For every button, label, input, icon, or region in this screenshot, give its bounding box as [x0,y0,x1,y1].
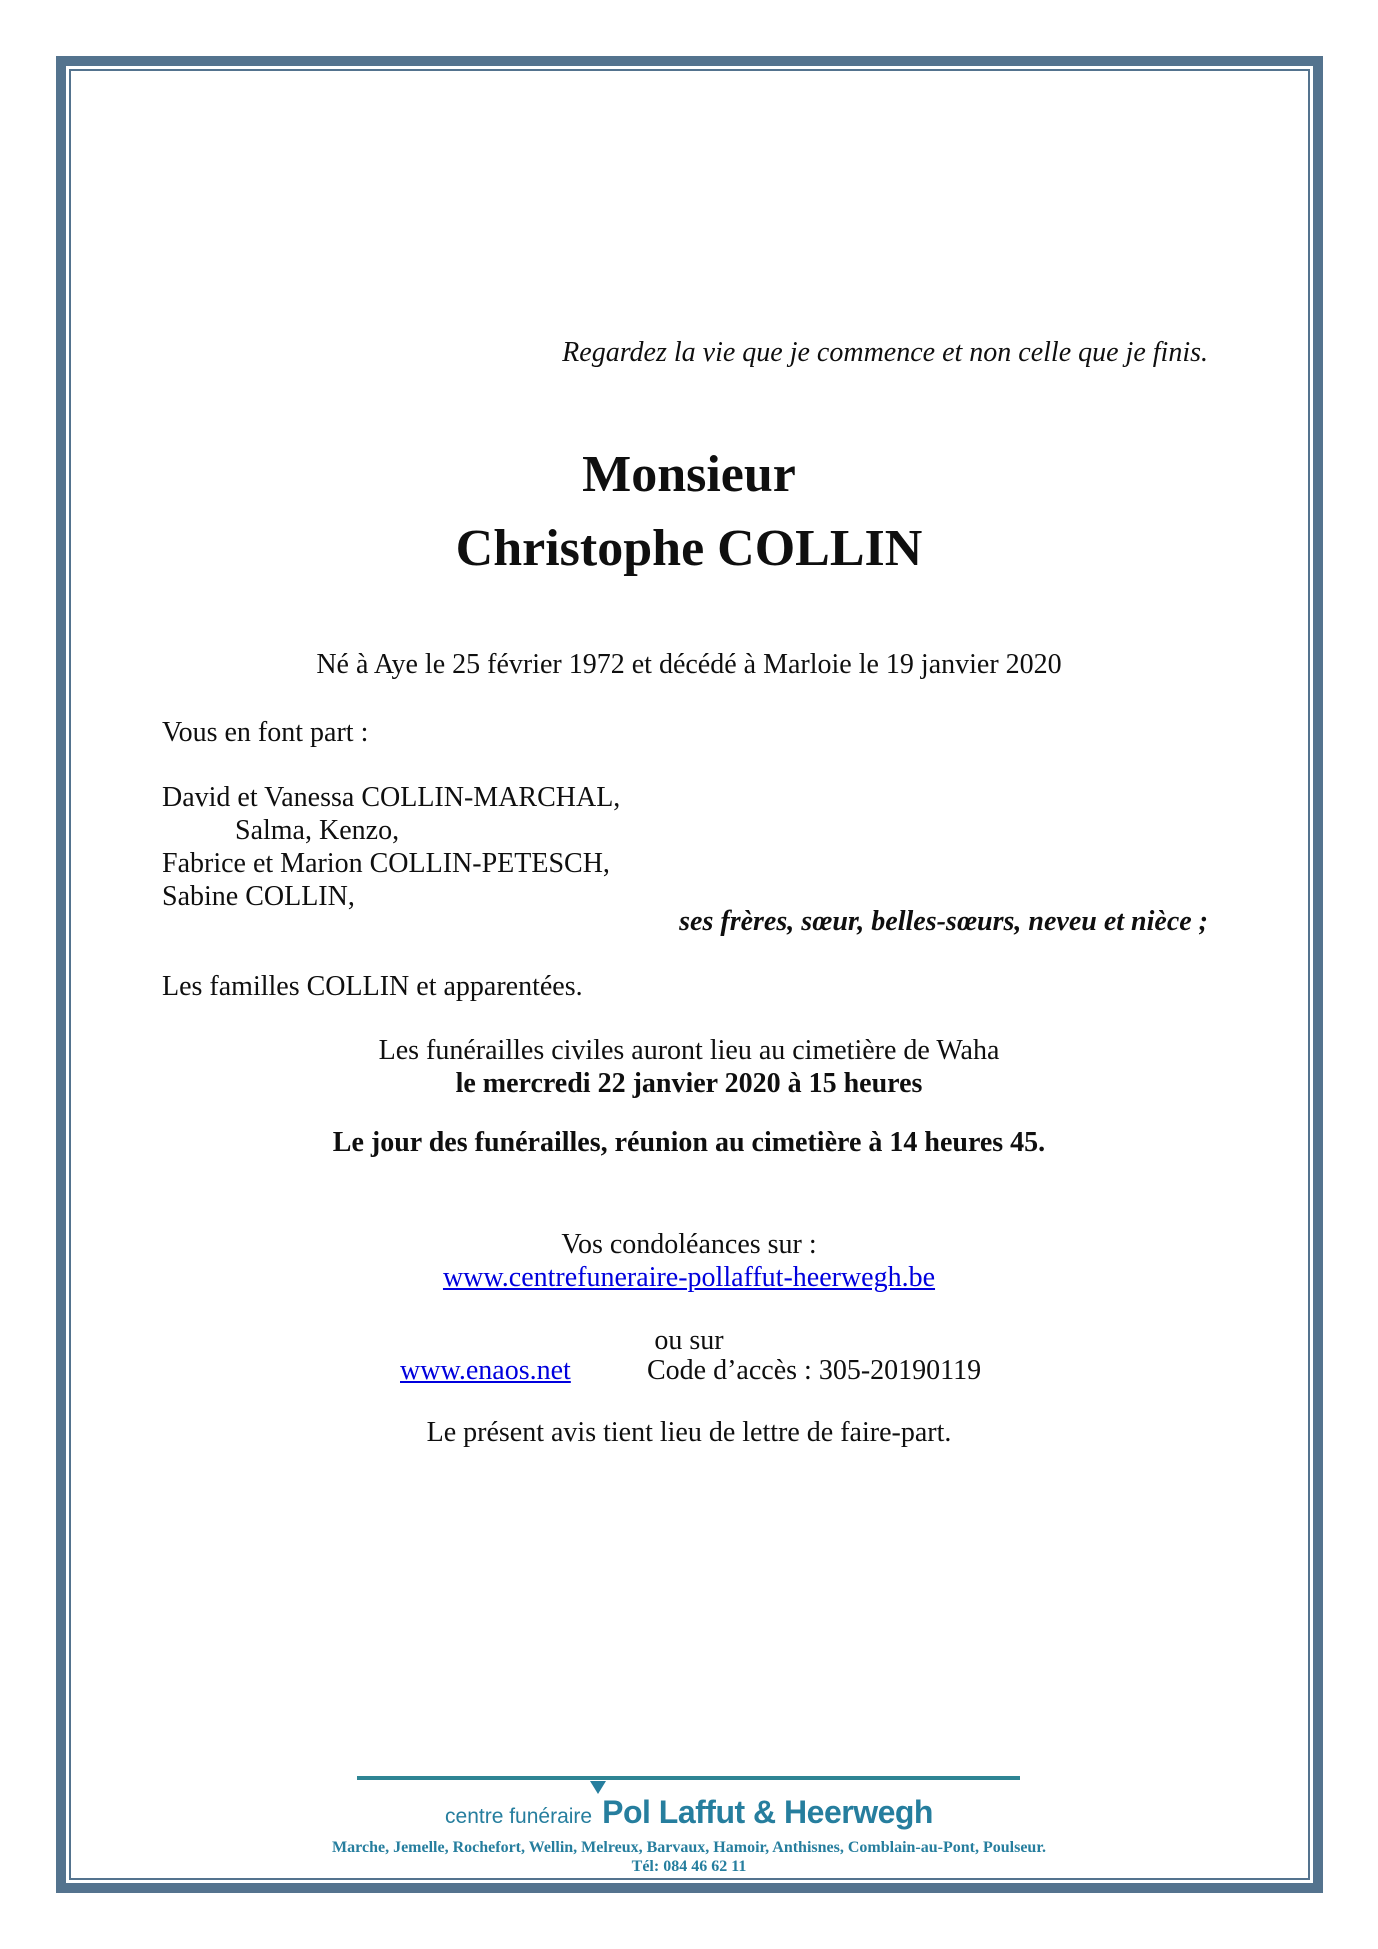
family-member-line: Sabine COLLIN, [162,881,355,912]
deceased-name: Christophe COLLIN [455,520,923,577]
access-code-line: Code d’accès : 305-20190119 [647,1355,982,1386]
brand-name-wrap [602,1794,933,1831]
or-label: ou sur [654,1325,724,1356]
brand-prefix-label: centre funéraire [445,1805,593,1828]
family-list [162,781,620,913]
funeral-home-locations: Marche, Jemelle, Rochefort, Wellin, Melreux, Barvaux, Hamoir, Anthisnes, Comblain-au-Pont, Poulseur. [332,1839,1046,1856]
notice-line: Le présent avis tient lieu de lettre de faire-part. [426,1417,952,1448]
enaos-website-link[interactable]: www.enaos.net [400,1355,571,1386]
deceased-title [0,438,1378,586]
brand-name-label: Pol Laffut & Heerwegh [602,1794,933,1830]
deceased-title-salutation: Monsieur [582,446,796,503]
family-member-line: Salma, Kenzo, [235,815,400,846]
funeral-info [0,1034,1378,1100]
funeral-home-phone: Tél: 084 46 62 11 [631,1858,747,1875]
family-member-line: Fabrice et Marion COLLIN-PETESCH, [162,848,610,879]
family-member-line: David et Vanessa COLLIN-MARCHAL, [162,782,621,813]
funeral-home-brand [0,1794,1378,1831]
brand-triangle-icon [590,1781,606,1794]
enaos-link-line [400,1354,571,1387]
relations-line: ses frères, sœur, belles-sœurs, neveu et nièce ; [679,906,1208,937]
funeral-date-line: le mercredi 22 janvier 2020 à 15 heures [455,1068,923,1099]
announcement-intro: Vous en font part : [162,717,369,748]
condolences-label: Vos condoléances sur : [561,1229,817,1260]
epitaph-quote: Regardez la vie que je commence et non celle que je finis. [562,337,1208,368]
footer-divider-rule [357,1776,1020,1780]
meeting-line: Le jour des funérailles, réunion au cimetière à 14 heures 45. [332,1127,1046,1158]
condolences-link-line [0,1261,1378,1294]
birth-death-line: Né à Aye le 25 février 1972 et décédé à Marloie le 19 janvier 2020 [316,649,1062,680]
condolences-website-link[interactable]: www.centrefuneraire-pollaffut-heerwegh.be [442,1262,936,1293]
extended-families-line: Les familles COLLIN et apparentées. [162,971,583,1002]
funeral-place-line: Les funérailles civiles auront lieu au cimetière de Waha [378,1035,1000,1066]
